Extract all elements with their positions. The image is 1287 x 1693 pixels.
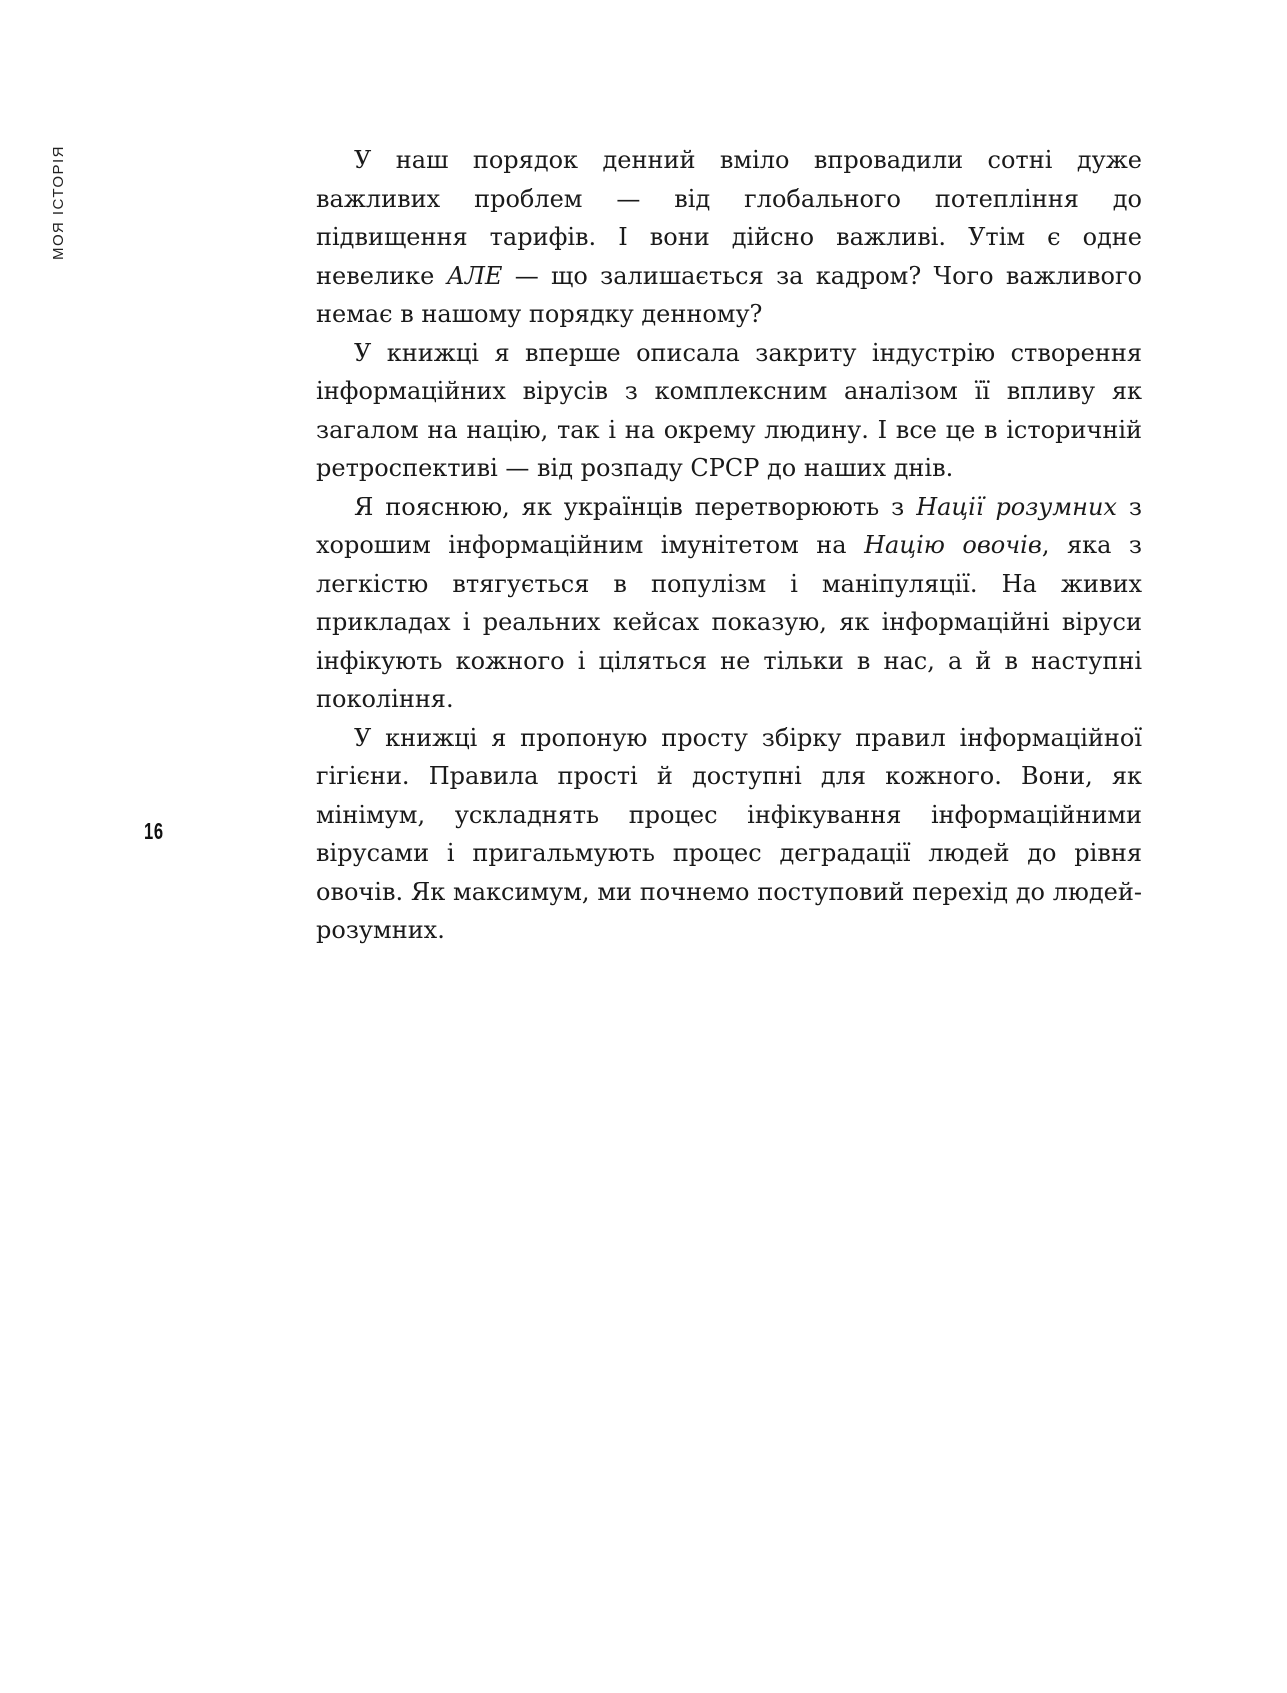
page-number: 16 <box>144 818 164 844</box>
text-run: , яка з легкістю втягується в популізм і маніпуляції. На живих прикладах і реальних кейсах показую, як інформаційні віруси інфікують кожного і цiляться не тільки в нас, а й в наступні покоління. <box>316 531 1142 713</box>
italic-run: Націю овочів <box>864 531 1042 559</box>
paragraph <box>316 488 1142 719</box>
running-head <box>38 142 78 262</box>
text-run: У книжці я вперше описала закриту індустрію створення інформаційних вірусів з комплексним аналізом її впливу як загалом на націю, так і на окрему людину. І все це в історичній ретроспективі — від розпаду СРСР до наших днів. <box>316 338 1142 482</box>
italic-run: Нації розумних <box>916 492 1117 521</box>
paragraph <box>316 719 1142 950</box>
text-run: У книжці я пропоную просту збірку правил інформаційної гігієни. Правила прості й доступні для кожного. Вони, як мінімум, ускладнять процес інфікування інформаційними вірусами і пригальмують процес деградації людей до рівня овочів. Як максимум, ми почнемо поступовий перехід до людей-розумних. <box>316 723 1142 944</box>
text-run: Я пояснюю, як українців перетворюють з <box>354 492 917 521</box>
text-run: з хорошим інформаційним імунітетом на <box>316 492 1142 559</box>
paragraph <box>316 334 1142 488</box>
running-head-label: МОЯ ІСТОРІЯ <box>49 144 67 260</box>
body-text <box>316 141 1142 950</box>
text-run: У наш порядок денний вміло впровадили сотні дуже важливих проблем — від глобального потепління до підвищення тарифів. І вони дійсно важливі. Утім є одне невелике <box>316 146 1142 290</box>
paragraph <box>316 141 1142 334</box>
text-run: — що залишається за кадром? Чого важливого немає в нашому порядку денному? <box>316 261 1142 328</box>
italic-run: АЛЕ <box>446 261 503 290</box>
